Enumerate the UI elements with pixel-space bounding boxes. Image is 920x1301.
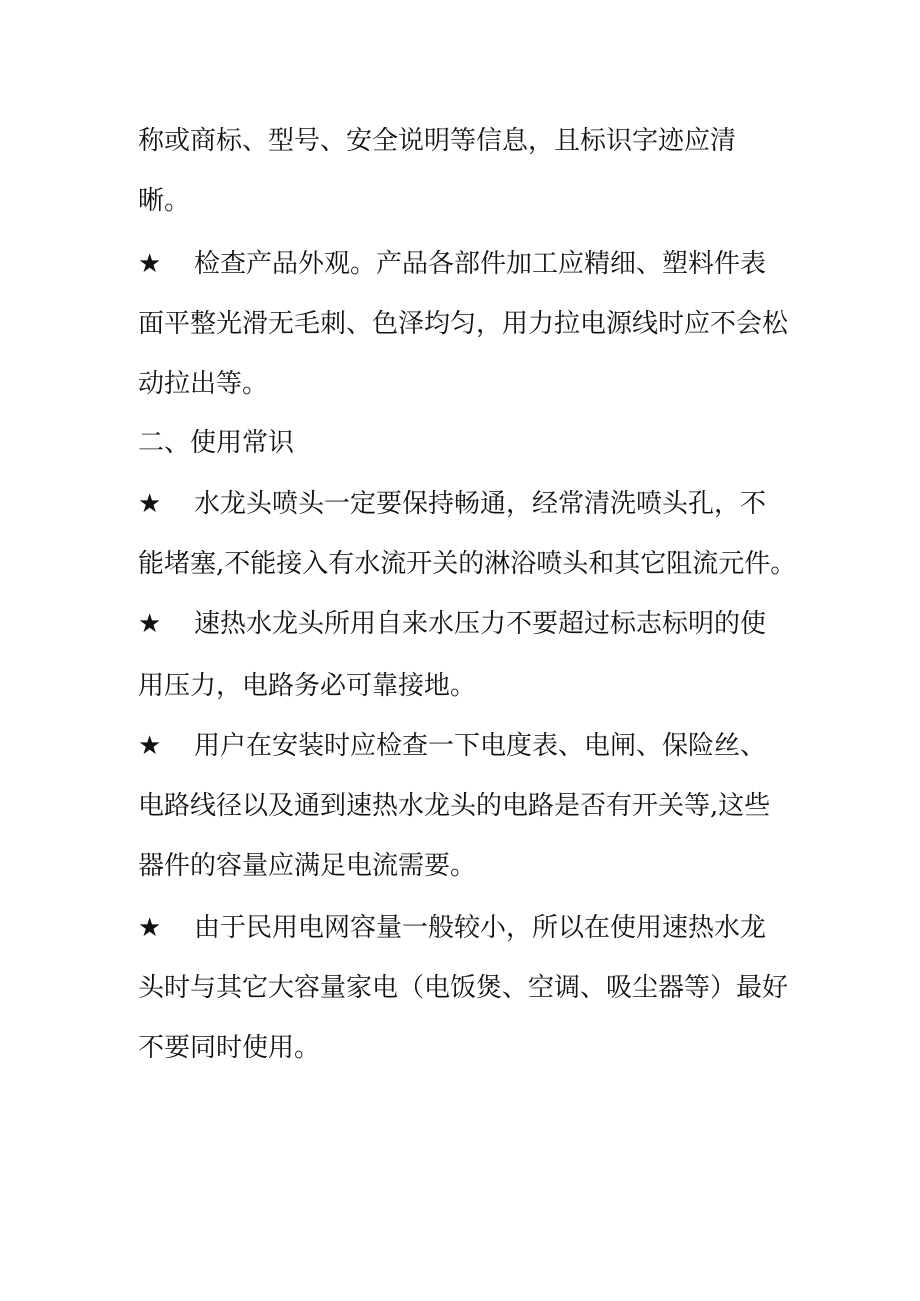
heading-text: 二、使用常识 bbox=[138, 428, 295, 458]
bullet-line bbox=[138, 913, 766, 943]
star-icon: ★ bbox=[138, 609, 162, 639]
paragraph-line bbox=[138, 973, 788, 1003]
star-icon: ★ bbox=[138, 913, 162, 943]
line-text: 由于民用电网容量一般较小，所以在使用速热水龙 bbox=[194, 913, 767, 943]
bullet-line bbox=[138, 249, 766, 279]
line-text: 器件的容量应满足电流需要。 bbox=[138, 851, 477, 881]
line-text: 不要同时使用。 bbox=[138, 1033, 321, 1063]
bullet-line bbox=[138, 731, 766, 761]
paragraph-line bbox=[138, 1033, 320, 1063]
line-text: 晰。 bbox=[138, 186, 191, 216]
paragraph-line bbox=[138, 126, 736, 156]
paragraph-line bbox=[138, 671, 476, 701]
line-text: 检查产品外观。产品各部件加工应精细、塑料件表 bbox=[194, 249, 767, 279]
line-text: 用压力，电路务必可靠接地。 bbox=[138, 671, 477, 701]
line-text: 速热水龙头所用自来水压力不要超过标志标明的使 bbox=[194, 609, 767, 639]
paragraph-line bbox=[138, 851, 476, 881]
star-icon: ★ bbox=[138, 489, 162, 519]
paragraph-line bbox=[138, 791, 770, 821]
line-text: 电路线径以及通到速热水龙头的电路是否有开关等,这些 bbox=[138, 791, 771, 821]
line-text: 头时与其它大容量家电（电饭煲、空调、吸尘器等）最好 bbox=[138, 973, 789, 1003]
line-text: 动拉出等。 bbox=[138, 369, 269, 399]
line-text: 面平整光滑无毛刺、色泽均匀，用力拉电源线时应不会松 bbox=[138, 309, 789, 339]
section-heading bbox=[138, 428, 294, 458]
line-text: 称或商标、型号、安全说明等信息，且标识字迹应清 bbox=[138, 126, 737, 156]
paragraph-line bbox=[138, 309, 788, 339]
line-text: 用户在安装时应检查一下电度表、电闸、保险丝、 bbox=[194, 731, 767, 761]
star-icon: ★ bbox=[138, 731, 162, 761]
line-text: 能堵塞,不能接入有水流开关的淋浴喷头和其它阻流元件。 bbox=[138, 549, 797, 579]
paragraph-line bbox=[138, 186, 190, 216]
bullet-line bbox=[138, 609, 766, 639]
paragraph-line bbox=[138, 369, 268, 399]
bullet-line bbox=[138, 489, 766, 519]
line-text: 水龙头喷头一定要保持畅通，经常清洗喷头孔，不 bbox=[194, 489, 767, 519]
paragraph-line bbox=[138, 549, 796, 579]
star-icon: ★ bbox=[138, 249, 162, 279]
